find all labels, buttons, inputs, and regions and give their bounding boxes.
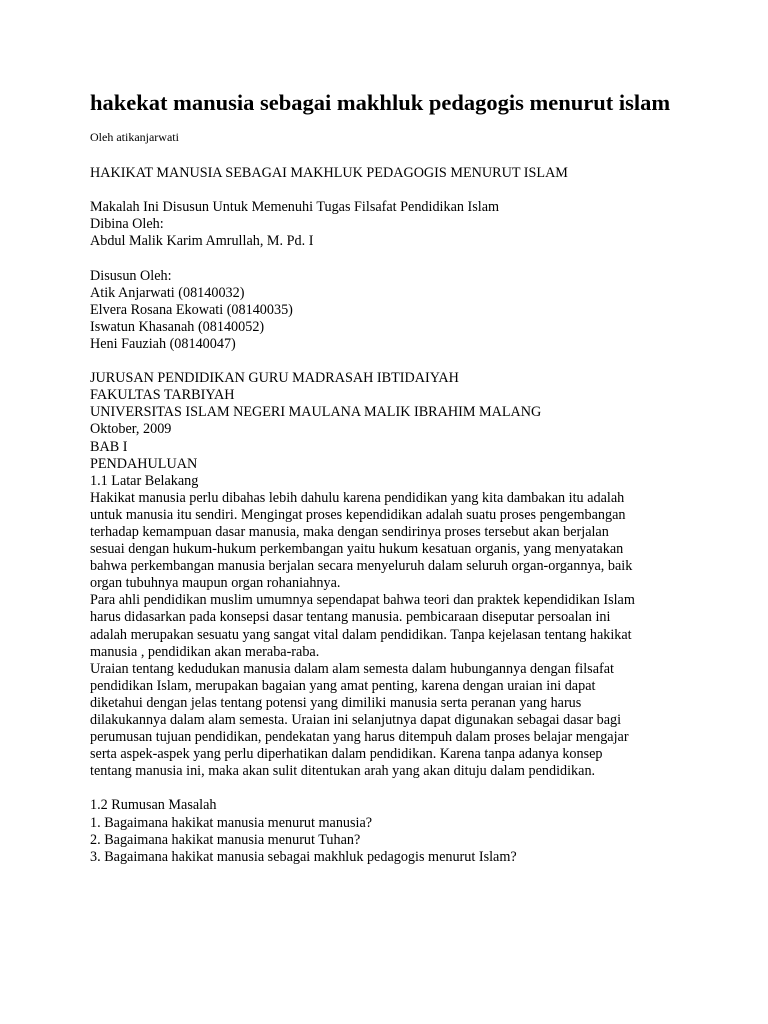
university-line: UNIVERSITAS ISLAM NEGERI MAULANA MALIK IBRAHIM MALANG [90, 404, 542, 421]
blank-line [90, 182, 750, 199]
paragraph-line: serta aspek-aspek yang perlu diperhatikan dalam pendidikan. Karena tanpa adanya konsep [90, 746, 603, 763]
paragraph-line: organ tubuhnya maupun organ rohaniahnya. [90, 575, 341, 592]
faculty-line: FAKULTAS TARBIYAH [90, 387, 235, 404]
paragraph-line: Hakikat manusia perlu dibahas lebih dahulu karena pendidikan yang kita dambakan itu adalah [90, 489, 625, 506]
paragraph-line: dilakukannya dalam alam semesta. Uraian ini selanjutnya dapat digunakan sebagai dasar bagi [90, 712, 622, 728]
author-byline: Oleh atikanjarwati [90, 130, 179, 144]
purpose-line: Makalah Ini Disusun Untuk Memenuhi Tugas Filsafat Pendidikan Islam [90, 199, 500, 216]
paragraph-line: Para ahli pendidikan muslim umumnya sependapat bahwa teori dan praktek kependidikan Islam [90, 592, 635, 609]
document-page [90, 88, 750, 866]
paragraph-line: harus didasarkan pada konsepsi dasar tentang manusia. pembicaraan diseputar persoalan ini [90, 609, 611, 626]
document-title: hakekat manusia sebagai makhluk pedagogis menurut islam [90, 90, 671, 115]
author-entry: Heni Fauziah (08140047) [90, 335, 236, 352]
paragraph-line: terhadap kemampuan dasar manusia, maka dengan sendirinya proses tersebut akan berjalan [90, 523, 609, 540]
author-entry: Elvera Rosana Ekowati (08140035) [90, 301, 293, 318]
blank-line [90, 250, 750, 267]
department-line: JURUSAN PENDIDIKAN GURU MADRASAH IBTIDAIYAH [90, 370, 459, 387]
paragraph-line: sesuai dengan hukum-hukum perkembangan yaitu hukum kesatuan organis, yang menyatakan [90, 541, 624, 558]
document-heading: HAKIKAT MANUSIA SEBAGAI MAKHLUK PEDAGOGIS MENURUT ISLAM [90, 165, 568, 181]
supervisor-name: Abdul Malik Karim Amrullah, M. Pd. I [90, 233, 314, 250]
author-entry: Atik Anjarwati (08140032) [90, 284, 245, 301]
problem-item: 3. Bagaimana hakikat manusia sebagai makhluk pedagogis menurut Islam? [90, 848, 517, 865]
paragraph-line: untuk manusia itu sendiri. Mengingat proses kependidikan adalah suatu proses pengembangan [90, 506, 626, 523]
paragraph-line: pendidikan Islam, merupakan bagaian yang amat penting, karena dengan uraian ini dapat [90, 677, 596, 694]
paragraph-line: bahwa perkembangan manusia berjalan secara menyeluruh dalam seluruh organ-organnya, baik [90, 558, 633, 575]
supervisor-label: Dibina Oleh: [90, 216, 164, 233]
document-body [90, 165, 750, 866]
chapter-title: PENDAHULUAN [90, 455, 198, 472]
paragraph-line: manusia , pendidikan akan meraba-raba. [90, 643, 320, 660]
spacer [90, 145, 750, 165]
paragraph-line: adalah merupakan sesuatu yang sangat vital dalam pendidikan. Tanpa kejelasan tentang hakikat [90, 626, 632, 643]
date-line: Oktober, 2009 [90, 421, 172, 438]
problem-item: 1. Bagaimana hakikat manusia menurut manusia? [90, 814, 373, 831]
blank-line [90, 353, 750, 370]
paragraph-line: perumusan tujuan pendidikan, pendekatan yang harus ditempuh dalam proses belajar mengajar [90, 729, 629, 746]
paragraph-line: tentang manusia ini, maka akan sulit ditentukan arah yang akan dituju dalam pendidikan. [90, 763, 596, 780]
problem-heading: 1.2 Rumusan Masalah [90, 797, 217, 814]
paragraph-line: diketahui dengan jelas tentang potensi yang dimiliki manusia serta peranan yang harus [90, 694, 582, 711]
problem-item: 2. Bagaimana hakikat manusia menurut Tuhan? [90, 831, 361, 848]
authors-heading: Disusun Oleh: [90, 267, 172, 284]
blank-line [90, 780, 750, 797]
author-entry: Iswatun Khasanah (08140052) [90, 318, 265, 335]
paragraph-line: Uraian tentang kedudukan manusia dalam alam semesta dalam hubungannya dengan filsafat [90, 660, 614, 677]
chapter-number: BAB I [90, 438, 128, 455]
section-heading: 1.1 Latar Belakang [90, 472, 199, 489]
